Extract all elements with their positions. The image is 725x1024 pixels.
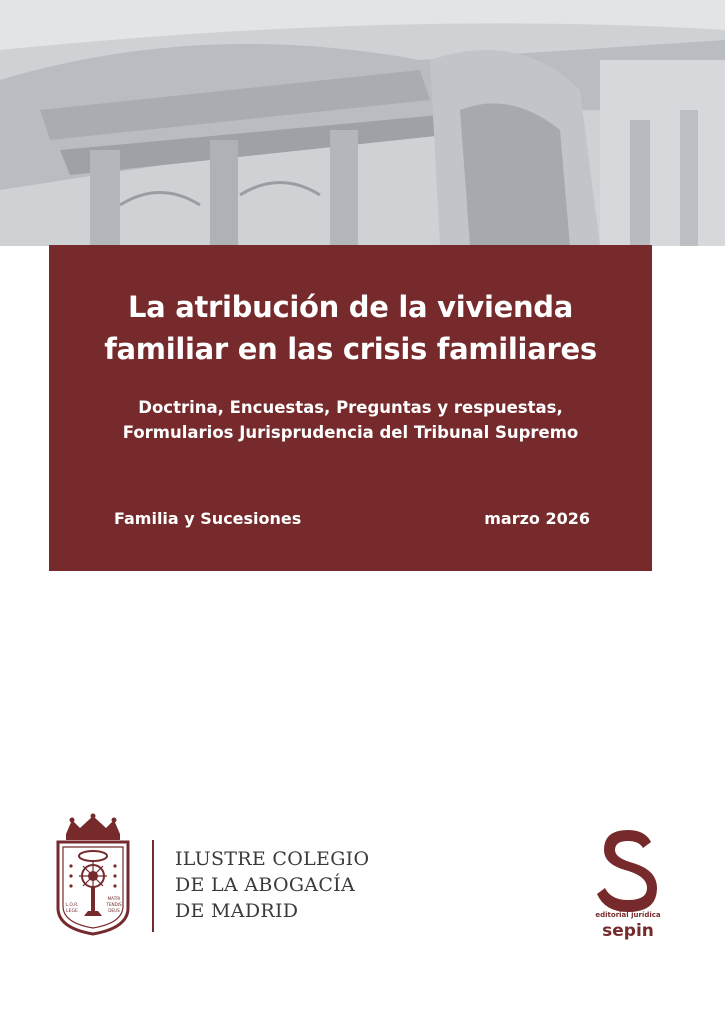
bar-association-crest-icon [54, 812, 132, 936]
title-line-2: familiar en las crisis familiares [104, 332, 597, 366]
header-building-photo [0, 0, 725, 246]
svg-text:LEGE: LEGE [66, 909, 78, 914]
publisher-name: sepin [602, 921, 654, 941]
logo-divider [152, 840, 154, 932]
institution-name-line-1: ILUSTRE COLEGIO [175, 848, 370, 870]
svg-text:L.O.R.: L.O.R. [65, 903, 79, 908]
document-title [49, 286, 652, 370]
institution-name-line-2: DE LA ABOGACÍA [175, 874, 355, 896]
category-label: Familia y Sucesiones [114, 509, 302, 528]
title-panel [49, 245, 652, 571]
building-facade-image [0, 0, 725, 246]
document-subtitle [49, 395, 652, 445]
svg-text:TENDIS: TENDIS [106, 902, 122, 907]
institution-name [175, 846, 369, 924]
publication-date: marzo 2026 [484, 509, 590, 528]
subtitle-line-1: Doctrina, Encuestas, Preguntas y respuestas, [138, 398, 563, 417]
publisher-tagline: editorial jurídica [595, 911, 661, 919]
title-line-1: La atribución de la vivienda [127, 290, 574, 324]
svg-text:DEUS: DEUS [108, 908, 120, 913]
svg-text:MATRI: MATRI [107, 896, 121, 901]
institution-name-line-3: DE MADRID [175, 900, 299, 922]
subtitle-line-2: Formularios Jurisprudencia del Tribunal Supremo [122, 423, 579, 442]
